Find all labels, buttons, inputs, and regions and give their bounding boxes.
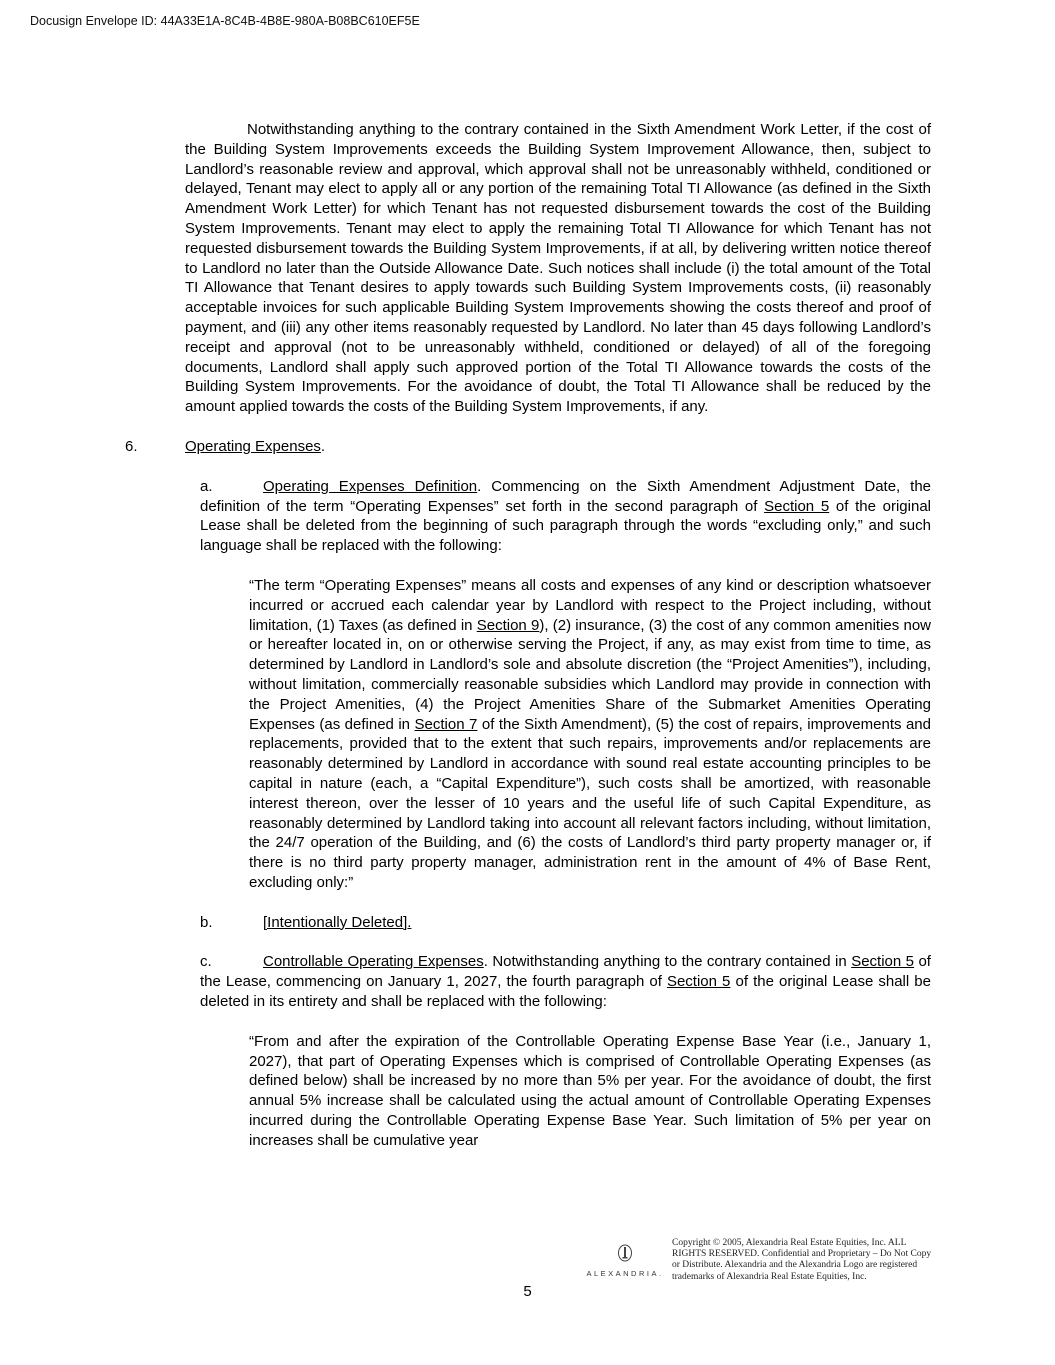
item-b-label: b.	[200, 913, 213, 931]
alexandria-logo	[586, 1244, 664, 1278]
item-c-paragraph	[200, 952, 931, 1011]
item-b-text: [Intentionally Deleted].	[263, 913, 412, 931]
alexandria-logo-icon	[617, 1249, 633, 1266]
item-a-text: Operating Expenses Definition. Commencing on the Sixth Amendment Adjustment Date, the definition of the term “Operating Expenses” set forth in the second paragraph of Section 5 of the original Lease shall be deleted from the beginning of such paragraph through the words “excluding only,” and such language shall be replaced with the following:	[200, 477, 932, 555]
docusign-envelope-id: Docusign Envelope ID: 44A33E1A-8C4B-4B8E-980A-B08BC610EF5E	[30, 14, 420, 28]
quote-c-paragraph: “From and after the expiration of the Controllable Operating Expense Base Year (i.e., January 1, 2027), that part of Operating Expenses which is comprised of Controllable Operating Expenses (as defined below) shall be increased by no more than 5% per year. For the avoidance of doubt, the first annual 5% increase shall be calculated using the actual amount of Controllable Operating Expenses incurred during the Controllable Operating Expense Base Year. Such limitation of 5% per year on increases shall be cumulative year	[249, 1032, 931, 1149]
section-6-title: Operating Expenses.	[185, 437, 326, 455]
intro-paragraph: Notwithstanding anything to the contrary contained in the Sixth Amendment Work Letter, if the cost of the Building System Improvements exceeds the Building System Improvement Allowance, then, subject to Landlord’s reasonable review and approval, which approval shall not be unreasonably withheld, conditioned or delayed, Tenant may elect to apply all or any portion of the remaining Total TI Allowance (as defined in the Sixth Amendment Work Letter) for which Tenant has not requested disbursement towards the cost of the Building System Improvements. Tenant may elect to apply the remaining Total TI Allowance for which Tenant has not requested disbursement towards the Building System Improvements, if at all, by delivering written notice thereof to Landlord no later than the Outside Allowance Date. Such notices shall include (i) the total amount of the Total TI Allowance that Tenant desires to apply towards such Building System Improvements costs, (ii) reasonably acceptable invoices for such applicable Building System Improvements showing the costs thereof and proof of payment, and (iii) any other items reasonably requested by Landlord. No later than 45 days following Landlord’s receipt and approval (not to be unreasonably withheld, conditioned or delayed) of all of the foregoing documents, Landlord shall apply such approved portion of the Total TI Allowance towards the costs of the Building System Improvements. For the avoidance of doubt, the Total TI Allowance shall be reduced by the amount applied towards the costs of the Building System Improvements, if any.	[185, 121, 931, 416]
section-6-heading	[125, 437, 931, 457]
section-6-number: 6.	[125, 437, 138, 455]
quote-a-paragraph: “The term “Operating Expenses” means all costs and expenses of any kind or description whatsoever incurred or accrued each calendar year by Landlord with respect to the Project including, without limitation, (1) Taxes (as defined in Section 9), (2) insurance, (3) the cost of any common amenities now or hereafter located in, on or otherwise serving the Project, if any, as may exist from time to time, as determined by Landlord in Landlord’s sole and absolute discretion (the “Project Amenities”), including, without limitation, commercially reasonable subsidies which Landlord may provide in connection with the Project Amenities, (4) the Project Amenities Share of the Submarket Amenities Operating Expenses (as defined in Section 7 of the Sixth Amendment), (5) the cost of repairs, improvements and replacements, provided that to the extent that such repairs, improvements and/or replacements are reasonably determined by Landlord in accordance with sound real estate accounting principles to be capital in nature (each, a “Capital Expenditure”), such costs shall be amortized, with reasonable interest thereon, over the lesser of 10 years and the useful life of such Capital Expenditure, as reasonably determined by Landlord taking into account all relevant factors including, without limitation, the 24/7 operation of the Building, and (6) the costs of Landlord’s third party property manager or, if there is no third party property manager, administration rent in the amount of 4% of Base Rent, excluding only:”	[249, 576, 931, 891]
page-number: 5	[523, 1283, 532, 1300]
item-c-label: c.	[200, 953, 212, 971]
item-a-label: a.	[200, 477, 213, 495]
alexandria-logo-text: ALEXANDRIA.	[586, 1269, 664, 1278]
item-a-paragraph	[200, 477, 931, 556]
item-c-text: Controllable Operating Expenses. Notwithstanding anything to the contrary contained in Section 5 of the Lease, commencing on January 1, 2027, the fourth paragraph of Section 5 of the original Lease shall be deleted in its entirety and shall be replaced with the following:	[200, 953, 931, 1011]
item-b-paragraph	[200, 913, 931, 933]
document-body	[125, 120, 931, 1171]
copyright-notice: Copyright © 2005, Alexandria Real Estate Equities, Inc. ALL RIGHTS RESERVED. Confidential and Proprietary – Do Not Copy or Distribute. Alexandria and the Alexandria Logo are registered trademarks of Alexandria Real Estate Equities, Inc.	[672, 1238, 932, 1282]
